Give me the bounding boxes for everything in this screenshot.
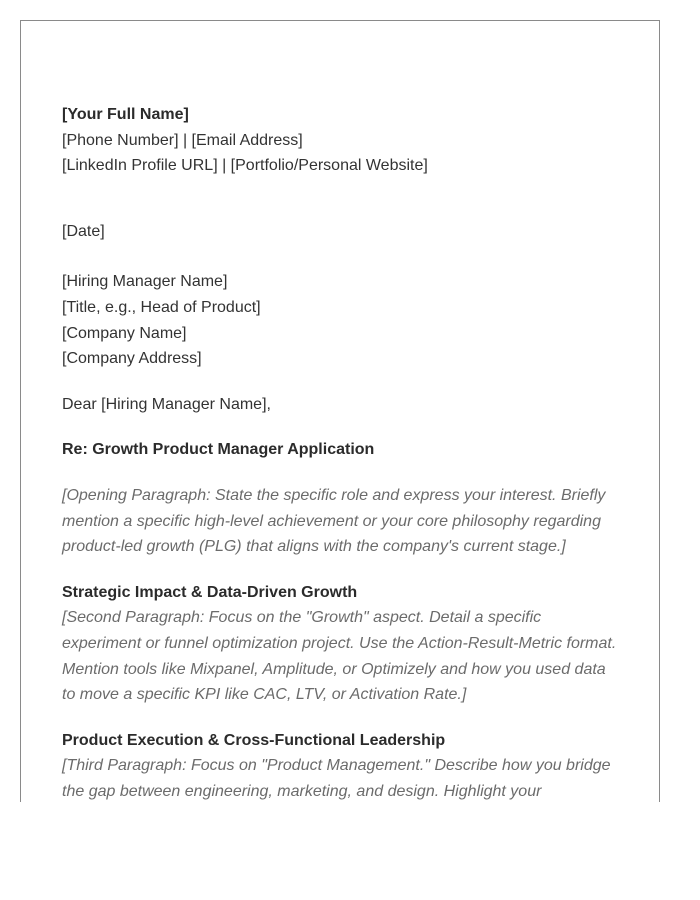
opening-paragraph-line: [Opening Paragraph: State the specific role and express your interest. Briefly xyxy=(62,486,606,504)
section-heading-strategic-impact: Strategic Impact & Data-Driven Growth xyxy=(62,583,358,601)
second-paragraph xyxy=(62,605,632,707)
second-paragraph-line: Mention tools like Mixpanel, Amplitude, or Optimizely and how you used data xyxy=(62,660,606,678)
third-paragraph-line: the gap between engineering, marketing, and design. Highlight your xyxy=(62,782,542,800)
recipient-name: [Hiring Manager Name] xyxy=(62,273,228,291)
spacer xyxy=(62,560,632,580)
third-paragraph xyxy=(62,753,632,802)
section-heading-product-execution: Product Execution & Cross-Functional Leadership xyxy=(62,731,446,749)
opening-paragraph-line: product-led growth (PLG) that aligns with the company's current stage.] xyxy=(62,538,566,556)
third-paragraph-line: [Third Paragraph: Focus on "Product Management." Describe how you bridge xyxy=(62,757,611,775)
recipient-address: [Company Address] xyxy=(62,350,202,368)
recipient-title: [Title, e.g., Head of Product] xyxy=(62,298,261,316)
spacer xyxy=(62,417,632,437)
sender-contact-links: [LinkedIn Profile URL] | [Portfolio/Personal Website] xyxy=(62,157,428,175)
spacer xyxy=(62,244,632,269)
opening-paragraph-line: mention a specific high-level achievement or your core philosophy regarding xyxy=(62,512,601,530)
document-page xyxy=(20,20,660,802)
spacer xyxy=(62,463,632,483)
recipient-company: [Company Name] xyxy=(62,324,187,342)
salutation: Dear [Hiring Manager Name], xyxy=(62,395,271,413)
spacer xyxy=(62,179,632,219)
opening-paragraph xyxy=(62,483,632,560)
sender-contact-phone-email: [Phone Number] | [Email Address] xyxy=(62,131,303,149)
spacer xyxy=(62,708,632,728)
cover-letter-body xyxy=(62,102,632,802)
spacer xyxy=(62,372,632,392)
letter-date: [Date] xyxy=(62,222,105,240)
second-paragraph-line: experiment or funnel optimization project. Use the Action-Result-Metric format. xyxy=(62,634,617,652)
second-paragraph-line: to move a specific KPI like CAC, LTV, or Activation Rate.] xyxy=(62,686,467,704)
sender-full-name: [Your Full Name] xyxy=(62,106,189,123)
subject-line: Re: Growth Product Manager Application xyxy=(62,441,375,459)
second-paragraph-line: [Second Paragraph: Focus on the "Growth" aspect. Detail a specific xyxy=(62,609,542,627)
